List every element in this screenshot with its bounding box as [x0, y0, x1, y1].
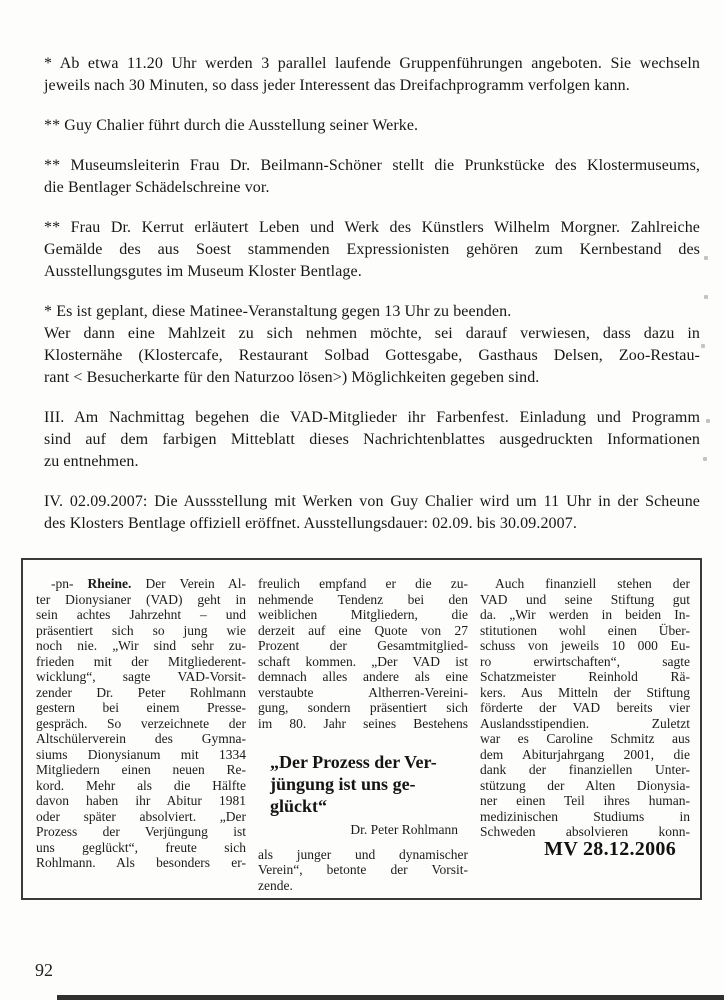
column-3-text [480, 576, 690, 840]
text-line: stützung der Alten Dionysia- [480, 777, 690, 793]
text-line: förderte der VAD bereits vier [480, 700, 690, 715]
text-line: kers. Aus Mitteln der Stiftung [480, 684, 690, 700]
scan-speck [701, 344, 705, 348]
text-line: schaft kommen. „Der VAD ist [258, 653, 468, 669]
scan-speck [703, 457, 707, 461]
text-line: gung, sondern präsentiert sich [258, 700, 468, 715]
page-number: 92 [35, 960, 53, 980]
text-line: davon haben ihr Abitur 1981 [36, 793, 246, 808]
text-line: zu entnehmen. [44, 453, 139, 470]
text-line: zender Dr. Peter Rohlmann [36, 684, 246, 700]
text-line: jüngung ist uns ge- [270, 774, 416, 794]
quote-attribution: Dr. Peter Rohlmann [350, 822, 458, 837]
text-line: VAD und seine Stiftung gut [480, 591, 690, 607]
text-line: Prozess der Verjüngung ist [36, 824, 246, 839]
text-line: stitutionen wohl einen Über- [480, 622, 690, 638]
text-line: Gemälde des aus Soest stammenden Expressionisten gehören zum Kernbestand des [44, 241, 700, 258]
text-line: schuss von jeweils 10 000 Eu- [480, 638, 690, 653]
text-line: Schatzmeister Reinhold Rä- [480, 669, 690, 684]
text-line: Verein“, betonte der Vorsit- [258, 862, 468, 877]
text-line: Auch finanziell stehen der [495, 576, 690, 591]
column-2-text-bottom [258, 847, 468, 894]
text-line: Wer dann eine Mahlzeit zu sich nehmen möchte, sei darauf verwiesen, dass dazu in [44, 325, 700, 342]
clipping-columns [23, 560, 700, 893]
text-line: gestern bei einem Presse- [36, 700, 246, 715]
paragraph-mahlzeit [44, 323, 700, 389]
text-line: weiblichen Mitgliedern, die [258, 607, 468, 622]
scan-speck [704, 256, 708, 260]
text-line: als junger und dynamischer [258, 846, 468, 862]
text-line: III. Am Nachmittag begehen die VAD-Mitglieder ihr Farbenfest. Einladung und Programm [44, 409, 700, 426]
text-line: frieden mit der Mitgliederent- [36, 653, 246, 669]
text-line: präsentiert sich so jung wie [36, 622, 246, 638]
text-line: ter Dionysianer (VAD) geht in [36, 591, 246, 607]
scan-speck [704, 295, 708, 299]
text-line: dank der finanziellen Unter- [480, 762, 690, 777]
clipping-column-3 [480, 576, 690, 893]
text-line: Altschülerverein des Gymna- [36, 731, 246, 746]
paragraph-eroeffnung [44, 491, 700, 535]
clipping-column-2 [258, 576, 468, 893]
text-line: ** Frau Dr. Kerrut erläutert Leben und Werk des Künstlers Wilhelm Morgner. Zahlreiche [44, 219, 700, 236]
paragraph-kerrut [44, 217, 700, 283]
text-line: nehmende Tendenz bei den [258, 591, 468, 607]
text-line: Ausstellungsgutes im Museum Kloster Bentlage. [44, 263, 362, 280]
pull-quote [270, 751, 468, 817]
text-line: Auslandsstipendien. Zuletzt [480, 715, 690, 731]
text-line: jeweils nach 30 Minuten, so dass jeder Interessent das Dreifachprogramm verfolgen kann. [44, 77, 630, 94]
text-line: Klosternähe (Klostercafe, Restaurant Solbad Gottesgabe, Gasthaus Delsen, Zoo-Restau- [44, 347, 700, 364]
text-line: wicklung“, sagte VAD-Vorsit- [36, 669, 246, 684]
text-line: des Klosters Bentlage offiziell eröffnet. Ausstellungsdauer: 02.09. bis 30.09.2007. [44, 515, 577, 532]
text-line: im 80. Jahr seines Bestehens [258, 715, 468, 731]
text-line: siums Dionysianum mit 1334 [36, 746, 246, 762]
text-line: ** Museumsleiterin Frau Dr. Beilmann-Schöner stellt die Prunkstücke des Klostermuseums, [44, 157, 700, 174]
text-line: IV. 02.09.2007: Die Aussstellung mit Werken von Guy Chalier wird um 11 Uhr in der Scheune [44, 493, 700, 510]
text-line: derzeit auf eine Quote von 27 [258, 622, 468, 638]
text-line: rant < Besucherkarte für den Naturzoo lösen>) Möglichkeiten gegeben sind. [44, 369, 540, 386]
text-line: war es Caroline Schmitz aus [480, 731, 690, 746]
text-line: * Es ist geplant, diese Matinee-Veranstaltung gegen 13 Uhr zu beenden. [44, 303, 512, 320]
text-line: glückt“ [270, 796, 328, 816]
newspaper-clipping [21, 558, 702, 900]
text-line: ro erwirtschaften“, sagte [480, 653, 690, 669]
text-line: Prozent der Gesamtmitglied- [258, 638, 468, 653]
scan-edge-bar [57, 995, 724, 1000]
paragraph-farbenfest [44, 407, 700, 473]
paragraph-guy-chalier [44, 115, 700, 137]
text-line: freulich empfand er die zu- [258, 576, 468, 591]
text-line: medizinischen Studiums in [480, 808, 690, 824]
text-line: sein achtes Jahrzehnt – und [36, 607, 246, 622]
text-line: ** Guy Chalier führt durch die Ausstellung seiner Werke. [44, 117, 419, 134]
text-line: Mitgliedern einen neuen Re- [36, 762, 246, 777]
text-line: * Ab etwa 11.20 Uhr werden 3 parallel laufende Gruppenführungen angeboten. Sie wechseln [44, 55, 700, 72]
scan-speck [706, 419, 710, 423]
column-2-text-top [258, 576, 468, 731]
paragraph-matinee [44, 301, 700, 323]
text-line: die Bentlager Schädelschreine vor. [44, 179, 270, 196]
text-line: gespräch. So verzeichnete der [36, 715, 246, 731]
text-line: demnach alles andere als eine [258, 669, 468, 684]
text-line: Schweden absolvieren konn- [480, 824, 690, 839]
paragraph-group-fuehrungen [44, 53, 700, 97]
text-line: -pn- Rheine. Der Verein Al- [51, 576, 246, 591]
text-line: noch nie. „Wir sind sehr zu- [36, 638, 246, 653]
text-line: kord. Mehr als die Hälfte [36, 777, 246, 793]
text-line: uns geglückt“, freute sich [36, 839, 246, 855]
dateline: MV 28.12.2006 [544, 837, 676, 860]
text-line: oder später absolviert. „Der [36, 808, 246, 824]
text-line: verstaubte Altherren-Vereini- [258, 684, 468, 700]
text-line: Rohlmann. Als besonders er- [36, 855, 246, 870]
text-line: zende. [258, 877, 293, 893]
text-line: ner einen Teil ihres human- [480, 793, 690, 808]
paragraph-museumsleiterin [44, 155, 700, 199]
text-line: sind auf dem farbigen Mitteblatt dieses Nachrichtenblattes ausgedruckten Informationen [44, 431, 700, 448]
text-line: „Der Prozess der Ver- [270, 752, 437, 772]
text-line: dem Abiturjahrgang 2001, die [480, 746, 690, 762]
text-line: da. „Wir werden in beiden In- [480, 607, 690, 622]
clipping-column-1 [36, 576, 246, 893]
typed-text-section [44, 53, 700, 553]
